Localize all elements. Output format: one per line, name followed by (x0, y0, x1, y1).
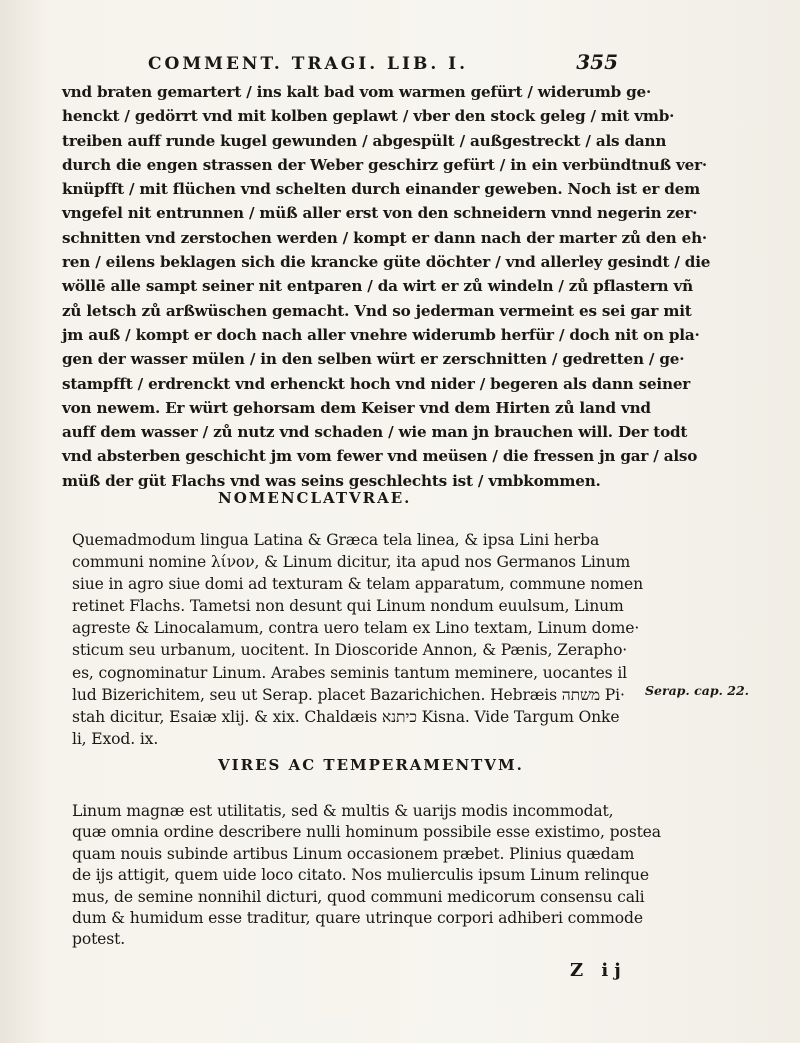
text-line: stah dicitur, Esaiæ xlij. & xix. Chaldæis כיתנא Kisna. Vide Targum Onke (72, 707, 620, 726)
text-line: vnd absterben geschicht jm vom fewer vnd meüsen / die fressen jn gar / also (62, 447, 698, 466)
text-line: wöllē alle sampt seiner nit entparen / da wirt er zů windeln / zů pflastern vñ (62, 277, 693, 296)
text-line: agreste & Linocalamum, contra uero telam ex Lino textam, Linum dome· (72, 619, 640, 638)
text-line: gen der wasser mülen / in den selben würt er zerschnitten / gedretten / ge· (62, 350, 685, 369)
german-paragraph (62, 80, 711, 493)
text-line: quæ omnia ordine describere nulli hominum possibile esse existimo, postea (72, 823, 661, 842)
nomenclature-paragraph (72, 529, 652, 750)
text-line: lud Bizerichitem, seu ut Serap. placet Bazarichichen. Hebræis משתה Pi· (72, 685, 625, 704)
text-line: quam nouis subinde artibus Linum occasionem præbet. Plinius quædam (72, 844, 635, 863)
text-line: müß der güt Flachs vnd was seins geschlechts ist / vmbkommen. (62, 471, 601, 490)
page-number: 355 (576, 50, 618, 74)
text-line: siue in agro siue domi ad texturam & telam apparatum, commune nomen (72, 575, 644, 594)
text-line: zů letsch zů arßwüschen gemacht. Vnd so jederman vermeint es sei gar mit (62, 301, 692, 320)
text-line: vnd braten gemartert / ins kalt bad vom warmen gefürt / widerumb ge· (62, 83, 652, 101)
vires-paragraph (72, 801, 661, 951)
text-line: retinet Flachs. Tametsi non desunt qui Linum nondum euulsum, Linum (72, 597, 624, 616)
page-header (148, 50, 618, 80)
text-line: potest. (72, 930, 126, 949)
running-head: COMMENT. TRAGI. LIB. I. (148, 54, 469, 74)
text-line: de ijs attigit, quem uide loco citato. Nos mulierculis ipsum Linum relinque (72, 866, 649, 885)
text-line: henckt / gedörrt vnd mit kolben geplawt / vber den stock geleg / mit vmb· (62, 107, 675, 126)
text-line: li, Exod. ix. (72, 729, 159, 748)
section-heading-nomenclature: NOMENCLATVRAE. (218, 489, 412, 507)
text-line: Quemadmodum lingua Latina & Græca tela linea, & ipsa Lini herba (72, 531, 600, 549)
text-line: communi nomine λίνον, & Linum dicitur, ita apud nos Germanos Linum (72, 553, 631, 572)
text-line: auff dem wasser / zů nutz vnd schaden / wie man jn brauchen will. Der todt (62, 423, 688, 442)
text-line: es, cognominatur Linum. Arabes seminis tantum meminere, uocantes il (72, 663, 628, 682)
text-line: Linum magnæ est utilitatis, sed & multis & uarijs modis incommodat, (72, 802, 614, 820)
text-line: ren / eilens beklagen sich die krancke güte döchter / vnd allerley gesindt / die (62, 253, 711, 272)
section-heading-vires: VIRES AC TEMPERAMENTVM. (218, 756, 524, 774)
text-line: schnitten vnd zerstochen werden / kompt er dann nach der marter zů den eh· (62, 228, 707, 247)
text-line: von newem. Er würt gehorsam dem Keiser vnd dem Hirten zů land vnd (62, 398, 651, 417)
marginal-note: Serap. cap. 22. (645, 683, 750, 698)
text-line: jm auß / kompt er doch nach aller vnehre widerumb herfür / doch nit on pla· (62, 325, 700, 344)
text-line: durch die engen strassen der Weber geschirz gefürt / in ein verbündtnuß ver· (62, 155, 707, 174)
gathering-signature: Z ij (570, 960, 627, 981)
text-line: sticum seu urbanum, uocitent. In Dioscoride Annon, & Pænis, Zerapho· (72, 641, 628, 660)
text-line: knüpfft / mit flüchen vnd schelten durch einander geweben. Noch ist er dem (62, 180, 701, 199)
text-line: mus, de semine nonnihil dicturi, quod communi medicorum consensu cali (72, 887, 645, 906)
text-line: vngefel nit entrunnen / müß aller erst von den schneidern vnnd negerin zer· (62, 204, 698, 223)
text-line: dum & humidum esse traditur, quare utrinque corpori adhiberi commode (72, 908, 643, 927)
text-line: treiben auff runde kugel gewunden / abgespült / außgestreckt / als dann (62, 131, 667, 150)
text-line: stampfft / erdrenckt vnd erhenckt hoch vnd nider / begeren als dann seiner (62, 374, 691, 393)
